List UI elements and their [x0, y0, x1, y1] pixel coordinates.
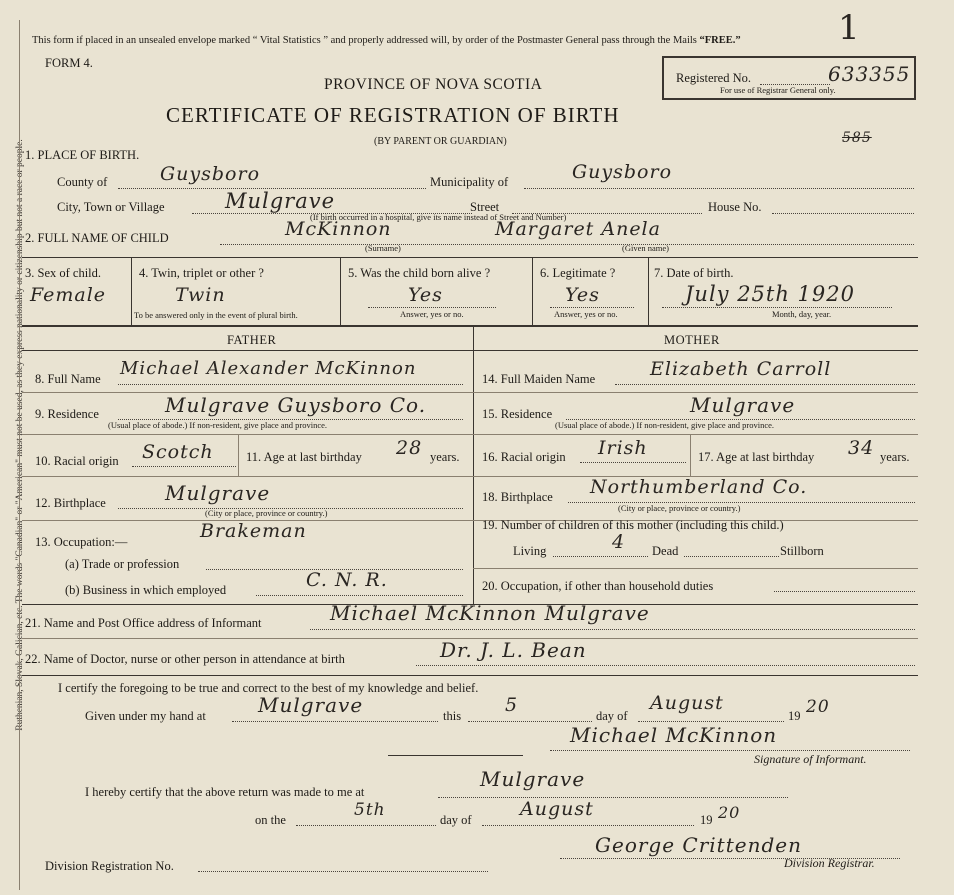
return-label: I hereby certify that the above return was made to me at — [85, 785, 365, 799]
mother-occupation-label: 20. Occupation, if other than household duties — [482, 579, 714, 593]
mother-occupation-line — [774, 591, 915, 592]
box-divider-2 — [340, 257, 341, 325]
date-label: 7. Date of birth. — [654, 266, 734, 280]
signature-label: Signature of Informant. — [754, 752, 867, 766]
mother-name-value: Elizabeth Carroll — [650, 358, 832, 380]
father-birthplace-note: (City or place, province or country.) — [205, 508, 328, 518]
father-residence-value: Mulgrave Guysboro Co. — [165, 393, 427, 417]
on-the-label: on the — [255, 813, 286, 827]
municipality-line — [524, 188, 914, 189]
legitimate-label: 6. Legitimate ? — [540, 266, 616, 280]
year-prefix: 19 — [788, 709, 801, 723]
page-subtitle: (BY PARENT OR GUARDIAN) — [374, 136, 507, 147]
mother-residence-label: 15. Residence — [482, 407, 553, 421]
box-divider-3 — [532, 257, 533, 325]
father-occupation-value: Brakeman — [200, 520, 307, 542]
mother-residence-note: (Usual place of abode.) If non-resident, give place and province. — [555, 420, 775, 430]
father-heading: FATHER — [227, 333, 277, 347]
page-title: CERTIFICATE OF REGISTRATION OF BIRTH — [166, 103, 620, 127]
given-label: Given under my hand at — [85, 709, 206, 723]
alive-value: Yes — [408, 284, 443, 306]
mother-age-divider — [690, 434, 691, 476]
father-birthplace-value: Mulgrave — [165, 481, 271, 505]
mother-age-label: 17. Age at last birthday — [698, 450, 815, 464]
registrar-note: For use of Registrar General only. — [720, 85, 836, 95]
father-occupation-label: 13. Occupation:— — [35, 535, 128, 549]
division-line — [198, 871, 488, 872]
father-race-value: Scotch — [142, 441, 214, 463]
twin-label: 4. Twin, triplet or other ? — [139, 266, 264, 280]
living-line — [553, 556, 648, 557]
child-name-line — [220, 244, 914, 245]
return-place-line — [438, 797, 788, 798]
return-year-prefix: 19 — [700, 813, 713, 827]
box-divider-4 — [648, 257, 649, 325]
stamp-line — [388, 755, 523, 756]
father-business-label: (b) Business in which employed — [65, 583, 227, 597]
given-day-line — [468, 721, 592, 722]
living-value: 4 — [612, 531, 626, 553]
certify-statement: I certify the foregoing to be true and correct to the best of my knowledge and belief. — [58, 681, 479, 695]
this-label: this — [443, 709, 462, 723]
twin-value: Twin — [175, 284, 226, 306]
return-month-line — [482, 825, 694, 826]
given-month: August — [650, 692, 724, 714]
doctor-line — [416, 665, 915, 666]
given-place-line — [232, 721, 438, 722]
row-divider-bottom — [22, 325, 918, 327]
mother-years: years. — [880, 450, 910, 464]
row-line-8 — [22, 675, 918, 676]
father-trade-label: (a) Trade or profession — [65, 557, 180, 571]
registrar-label: Division Registrar. — [784, 856, 875, 870]
given-month-line — [638, 721, 784, 722]
hospital-note: (If birth occurred in a hospital, give its name instead of Street and Number) — [310, 212, 567, 222]
alive-label: 5. Was the child born alive ? — [348, 266, 491, 280]
dead-label: Dead — [652, 544, 679, 558]
corner-mark: 1 — [838, 8, 861, 48]
column-divider — [473, 325, 474, 605]
city-value: Mulgrave — [225, 189, 336, 213]
return-year: 20 — [718, 803, 741, 822]
father-residence-note: (Usual place of abode.) If non-resident, give place and province. — [108, 420, 328, 430]
mother-race-label: 16. Racial origin — [482, 450, 566, 464]
alive-line — [368, 307, 496, 308]
informant-signature: Michael McKinnon — [570, 723, 778, 747]
postal-note: This form if placed in an unsealed envelope marked “ Vital Statistics ” and properly addressed will, by order of the Postmaster General pass through the Mails “FREE.” — [32, 35, 741, 46]
mother-residence-value: Mulgrave — [690, 393, 796, 417]
row-line-2 — [22, 434, 918, 435]
mother-birthplace-value: Northumberland Co. — [590, 476, 808, 498]
division-label: Division Registration No. — [45, 859, 174, 873]
mother-race-line — [580, 462, 686, 463]
child-name-label: 2. FULL NAME OF CHILD — [25, 231, 169, 245]
mother-heading: MOTHER — [664, 333, 720, 347]
date-value: July 25th 1920 — [685, 282, 856, 306]
father-name-line — [118, 384, 463, 385]
mother-birthplace-label: 18. Birthplace — [482, 490, 553, 504]
living-label: Living — [513, 544, 547, 558]
return-day-line — [296, 825, 436, 826]
father-race-label: 10. Racial origin — [35, 454, 119, 468]
registered-label: Registered No. — [676, 71, 751, 85]
side-note: Ruthenian, Slovak, Galician, etc. The words "Canadian" or "American" must not be used, as they express nationality or citizenship but not a race or people. — [15, 139, 25, 731]
province-heading: PROVINCE OF NOVA SCOTIA — [324, 76, 543, 93]
mother-race-value: Irish — [598, 437, 648, 459]
given-year: 20 — [806, 697, 830, 717]
informant-line — [310, 629, 915, 630]
house-line — [772, 213, 914, 214]
sex-label: 3. Sex of child. — [25, 266, 102, 280]
return-month: August — [520, 798, 594, 820]
box-divider-1 — [131, 257, 132, 325]
doctor-value: Dr. J. L. Bean — [440, 638, 587, 662]
mother-name-line — [615, 384, 915, 385]
sex-value: Female — [30, 284, 107, 306]
row-line-5 — [473, 568, 918, 569]
father-age-label: 11. Age at last birthday — [246, 450, 362, 464]
father-name-label: 8. Full Name — [35, 372, 101, 386]
father-name-value: Michael Alexander McKinnon — [120, 358, 417, 379]
county-label: County of — [57, 175, 108, 189]
father-age-divider — [238, 434, 239, 476]
return-day: 5th — [354, 800, 386, 820]
father-age-value: 28 — [396, 437, 423, 459]
return-place: Mulgrave — [480, 767, 586, 791]
stillborn-label: Stillborn — [780, 544, 824, 558]
municipality-value: Guysboro — [572, 161, 673, 183]
informant-value: Michael McKinnon Mulgrave — [330, 601, 650, 625]
legitimate-value: Yes — [565, 284, 600, 306]
mother-age-value: 34 — [848, 437, 875, 459]
given-note: (Given name) — [622, 243, 669, 253]
surname-note: (Surname) — [365, 243, 401, 253]
legitimate-line — [550, 307, 634, 308]
father-residence-label: 9. Residence — [35, 407, 99, 421]
registrar-signature: George Crittenden — [595, 833, 802, 857]
dead-line — [684, 556, 779, 557]
doctor-label: 22. Name of Doctor, nurse or other person in attendance at birth — [25, 652, 345, 666]
father-race-line — [132, 466, 236, 467]
given-place: Mulgrave — [258, 693, 364, 717]
father-years: years. — [430, 450, 460, 464]
informant-label: 21. Name and Post Office address of Informant — [25, 616, 262, 630]
day-of-label-2: day of — [440, 813, 472, 827]
registered-number: 633355 — [828, 62, 911, 86]
date-note: Month, day, year. — [772, 309, 832, 319]
father-birthplace-label: 12. Birthplace — [35, 496, 106, 510]
mother-children-label: 19. Number of children of this mother (including this child.) — [482, 518, 784, 532]
column-heading-line — [22, 350, 918, 351]
county-value: Guysboro — [160, 163, 261, 185]
side-rule — [19, 20, 20, 890]
date-line — [662, 307, 892, 308]
place-of-birth-label: 1. PLACE OF BIRTH. — [25, 148, 140, 162]
day-of-label: day of — [596, 709, 628, 723]
alive-note: Answer, yes or no. — [400, 309, 464, 319]
house-label: House No. — [708, 200, 762, 214]
mother-name-label: 14. Full Maiden Name — [482, 372, 596, 386]
municipality-label: Municipality of — [430, 175, 509, 189]
twin-note: To be answered only in the event of plural birth. — [134, 310, 298, 320]
mother-birthplace-note: (City or place, province or country.) — [618, 503, 741, 513]
father-business-value: C. N. R. — [306, 569, 388, 591]
page-reference: 585 — [842, 130, 872, 146]
row-divider-top — [22, 257, 918, 258]
street-label: Street — [470, 200, 500, 214]
child-given-name: Margaret Anela — [495, 218, 661, 240]
city-label: City, Town or Village — [57, 200, 165, 214]
form-number: FORM 4. — [45, 56, 93, 70]
signature-line — [550, 750, 910, 751]
child-surname: McKinnon — [285, 218, 392, 240]
given-day: 5 — [505, 694, 519, 716]
legitimate-note: Answer, yes or no. — [554, 309, 618, 319]
father-business-line — [256, 595, 463, 596]
